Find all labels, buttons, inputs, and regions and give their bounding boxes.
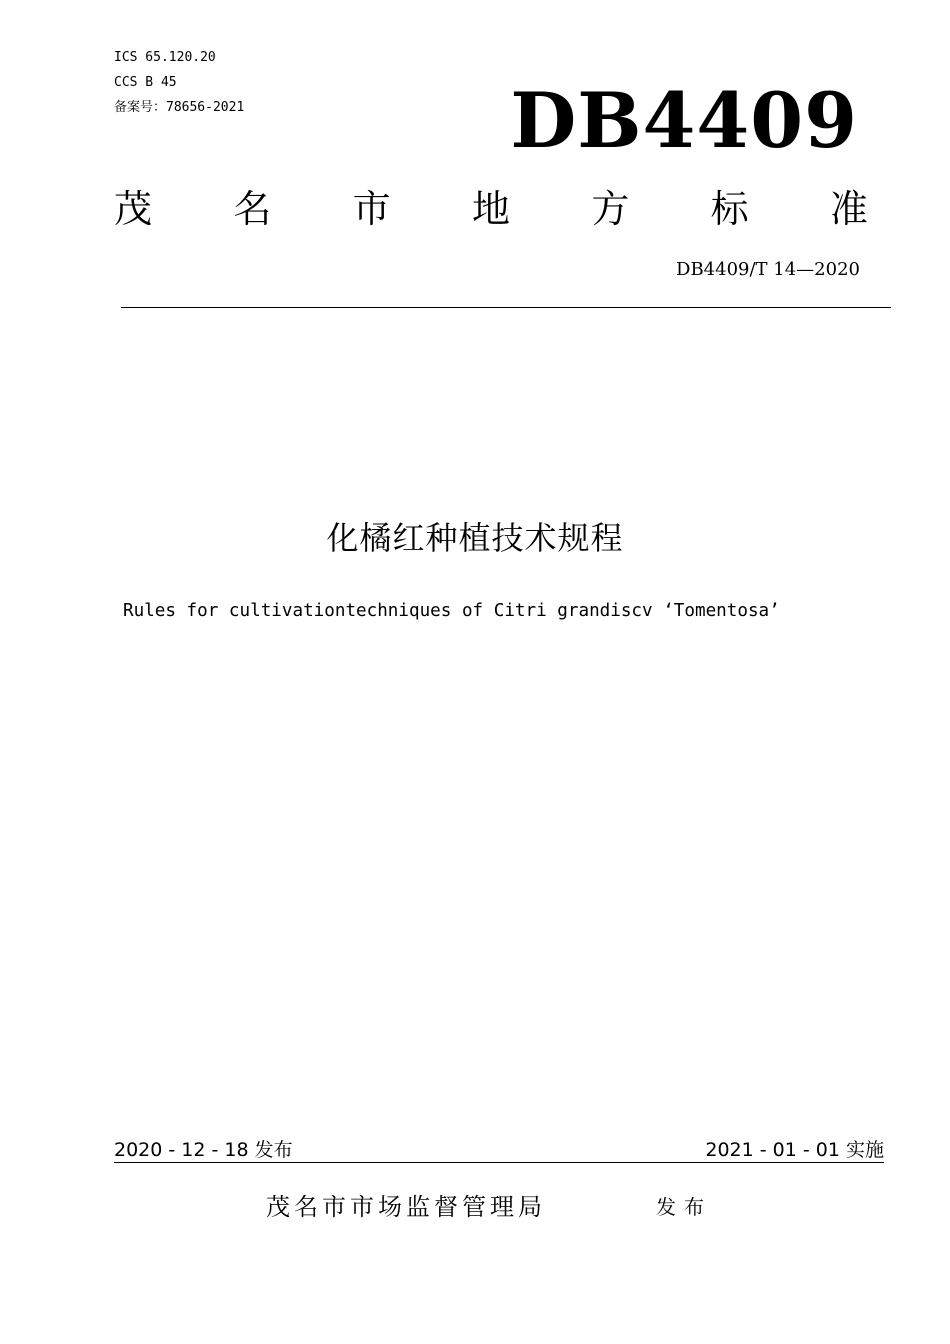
standard-type xyxy=(114,186,868,232)
header-divider xyxy=(121,307,891,308)
standard-type-char: 市 xyxy=(352,187,391,231)
footer-divider xyxy=(114,1162,884,1163)
issued-label: 发布 xyxy=(656,1195,712,1219)
document-title-chinese: 化橘红种植技术规程 xyxy=(326,519,624,557)
standard-type-char: 名 xyxy=(233,187,272,231)
issue-date: 2020 - 12 - 18 发布 xyxy=(114,1139,293,1161)
implementation-date: 2021 - 01 - 01 实施 xyxy=(705,1139,884,1161)
document-title-english: Rules for cultivationtechniques of Citri grandiscv ‘Tomentosa’ xyxy=(123,601,780,621)
ics-code: ICS 65.120.20 xyxy=(114,50,216,65)
standard-type-char: 茂 xyxy=(114,187,153,231)
standard-type-char: 准 xyxy=(829,187,868,231)
standard-type-char: 方 xyxy=(591,187,630,231)
filing-number: 备案号：78656-2021 xyxy=(114,100,245,115)
standard-type-char: 地 xyxy=(471,187,510,231)
ccs-code: CCS B 45 xyxy=(114,75,177,90)
standard-type-char: 标 xyxy=(710,187,749,231)
standard-number: DB4409/T 14—2020 xyxy=(676,259,860,280)
standard-code: DB4409 xyxy=(510,76,858,165)
issuing-authority: 茂名市市场监督管理局 xyxy=(266,1193,546,1221)
